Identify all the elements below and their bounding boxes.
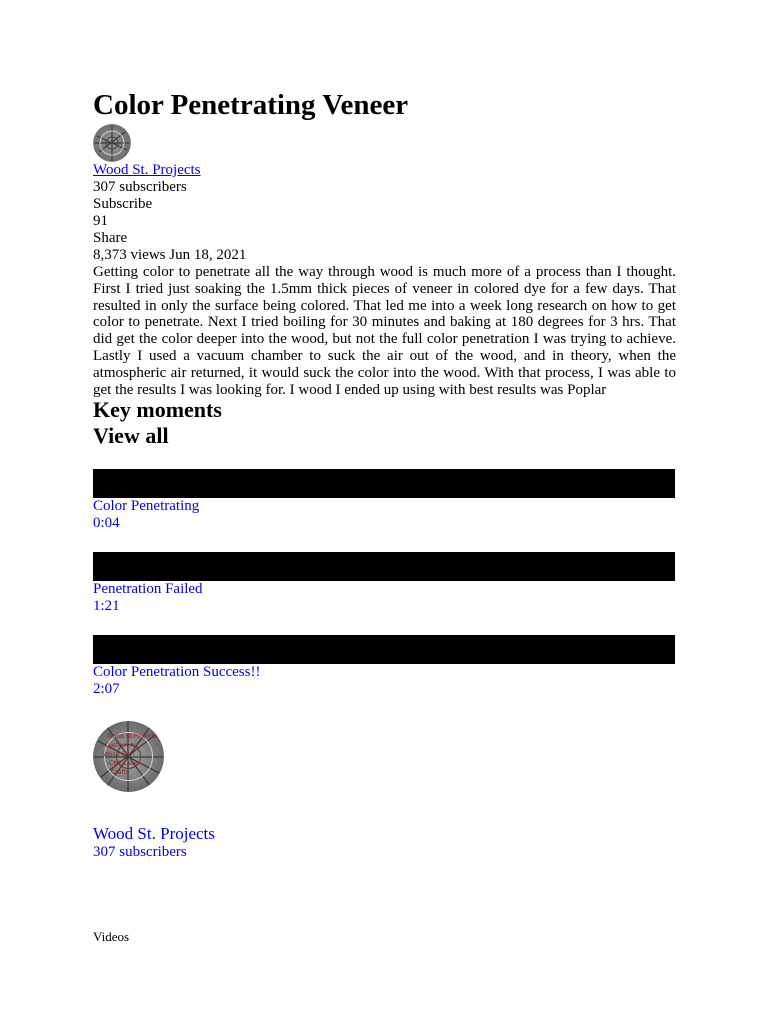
svg-text:CNC Laser: CNC Laser: [109, 760, 141, 767]
svg-text:Wood Sign: Wood Sign: [103, 751, 135, 758]
channel-avatar[interactable]: [93, 124, 131, 162]
channel-card-avatar[interactable]: [93, 721, 164, 792]
key-moment-label[interactable]: Color Penetrating: [93, 498, 200, 514]
svg-text:Crafts: Crafts: [111, 769, 129, 776]
svg-text:Wood St Projects: Wood St Projects: [107, 733, 158, 740]
share-button[interactable]: Share: [93, 230, 128, 246]
subscriber-count: 307 subscribers: [93, 179, 187, 195]
channel-avatar-image: [93, 124, 131, 162]
key-moment-time: 0:04: [93, 515, 120, 531]
key-moment-label[interactable]: Color Penetration Success!!: [93, 664, 261, 680]
channel-card-subscribers: 307 subscribers: [93, 844, 187, 860]
video-page: [93, 86, 678, 944]
videos-tab[interactable]: Videos: [93, 929, 130, 944]
key-moment-thumbnail[interactable]: [93, 469, 675, 498]
key-moment-thumbnail[interactable]: [93, 635, 675, 664]
subscribe-button[interactable]: Subscribe: [93, 196, 153, 212]
svg-text:Custom Art: Custom Art: [105, 742, 139, 749]
views-date: 8,373 views Jun 18, 2021: [93, 247, 247, 263]
channel-card-avatar-image: [93, 721, 164, 792]
like-count[interactable]: 91: [93, 213, 108, 229]
key-moment-label[interactable]: Penetration Failed: [93, 581, 203, 597]
channel-card-name[interactable]: Wood St. Projects: [93, 824, 215, 843]
video-title: Color Penetrating Veneer: [93, 89, 409, 121]
key-moment-item[interactable]: [93, 635, 678, 698]
video-description: Getting color to penetrate all the way through wood is much more of a process than I thought. First I tried just soaking the 1.5mm thick pieces of veneer in colored dye for a few days. That resulted in only the surface being colored. That led me into a week long research on how to get color to penetrate. Next I tried boiling for 30 minutes and baking at 180 degrees for 3 hrs. That did get the color deeper into the wood, but not the full color penetration I was trying to achieve. Lastly I used a vacuum chamber to suck the air out of the wood, and in theory, when the atmospheric air returned, it would suck the color into the wood. With that process, I was able to get the results I was looking for. I wood I ended up using with best results was Poplar: [93, 264, 676, 397]
channel-name-link[interactable]: Wood St. Projects: [93, 162, 201, 178]
key-moments-heading: Key moments: [93, 397, 222, 422]
key-moment-time: 1:21: [93, 598, 120, 614]
key-moment-item[interactable]: [93, 552, 678, 615]
key-moment-item[interactable]: [93, 469, 678, 532]
key-moment-thumbnail[interactable]: [93, 552, 675, 581]
view-all-link[interactable]: View all: [93, 423, 169, 448]
key-moment-time: 2:07: [93, 681, 120, 697]
